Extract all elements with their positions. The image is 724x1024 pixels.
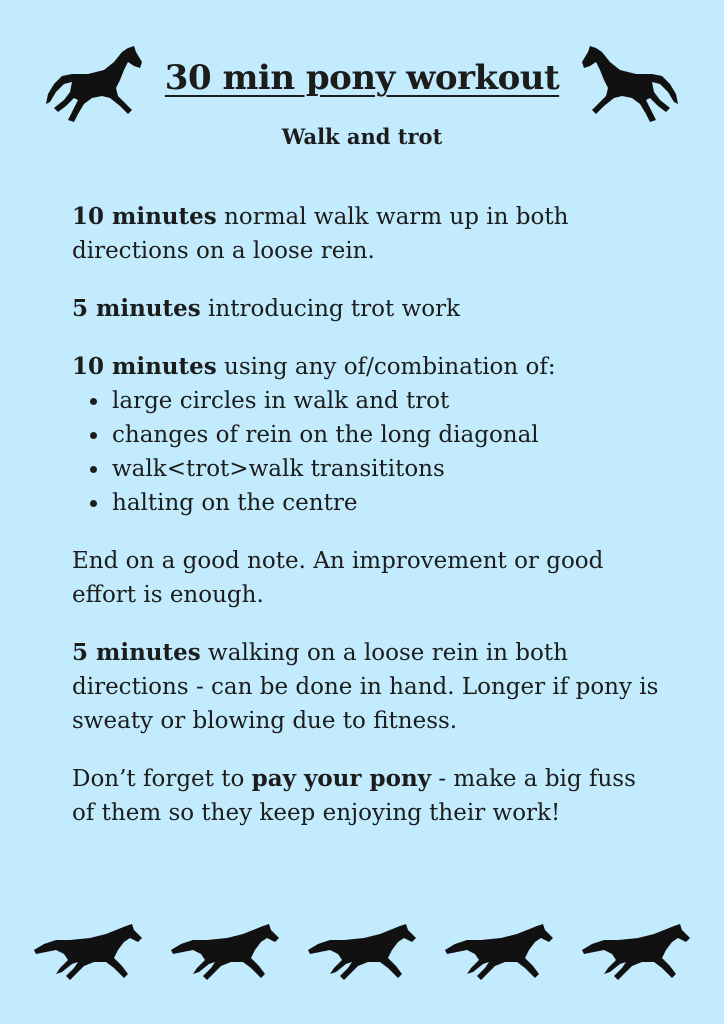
exercises-duration: 10 minutes [72,353,217,380]
footer-horse-row [0,918,724,988]
cooldown-text: walking on a loose rein in both directions - can be done in hand. Longer if pony is sweaty or blowing due to fitness. [72,640,659,734]
horse-trotting-icon [445,922,555,982]
list-item: halting on the centre [112,486,662,520]
reward-text-before: Don’t forget to [72,766,252,792]
intro-trot-text: introducing trot work [200,296,461,322]
workout-content [72,200,662,854]
reward-emphasis: pay your pony [251,765,432,792]
intro-trot-paragraph [72,292,662,326]
cooldown-paragraph [72,636,662,738]
page-title: 30 min pony workout [164,58,560,98]
warmup-text: normal walk warm up in both directions on a loose rein. [72,204,569,264]
warmup-duration: 10 minutes [72,203,217,230]
page-subtitle: Walk and trot [281,124,443,149]
intro-trot-duration: 5 minutes [72,295,201,322]
horse-trotting-icon [582,922,692,982]
cooldown-duration: 5 minutes [72,639,201,666]
list-item: large circles in walk and trot [112,384,662,418]
reward-text-after: - make a big fuss of them so they keep enjoying their work! [72,766,636,826]
horse-trotting-icon [171,922,281,982]
list-item: walk<trot>walk transititons [112,452,662,486]
exercise-list [72,384,662,520]
reward-paragraph [72,762,662,830]
exercises-paragraph [72,350,662,384]
horse-trotting-icon [34,922,144,982]
warmup-paragraph [72,200,662,268]
list-item: changes of rein on the long diagonal [112,418,662,452]
end-note-paragraph: End on a good note. An improvement or good effort is enough. [72,548,604,608]
horse-trotting-icon [308,922,418,982]
exercises-text: using any of/combination of: [216,354,556,380]
